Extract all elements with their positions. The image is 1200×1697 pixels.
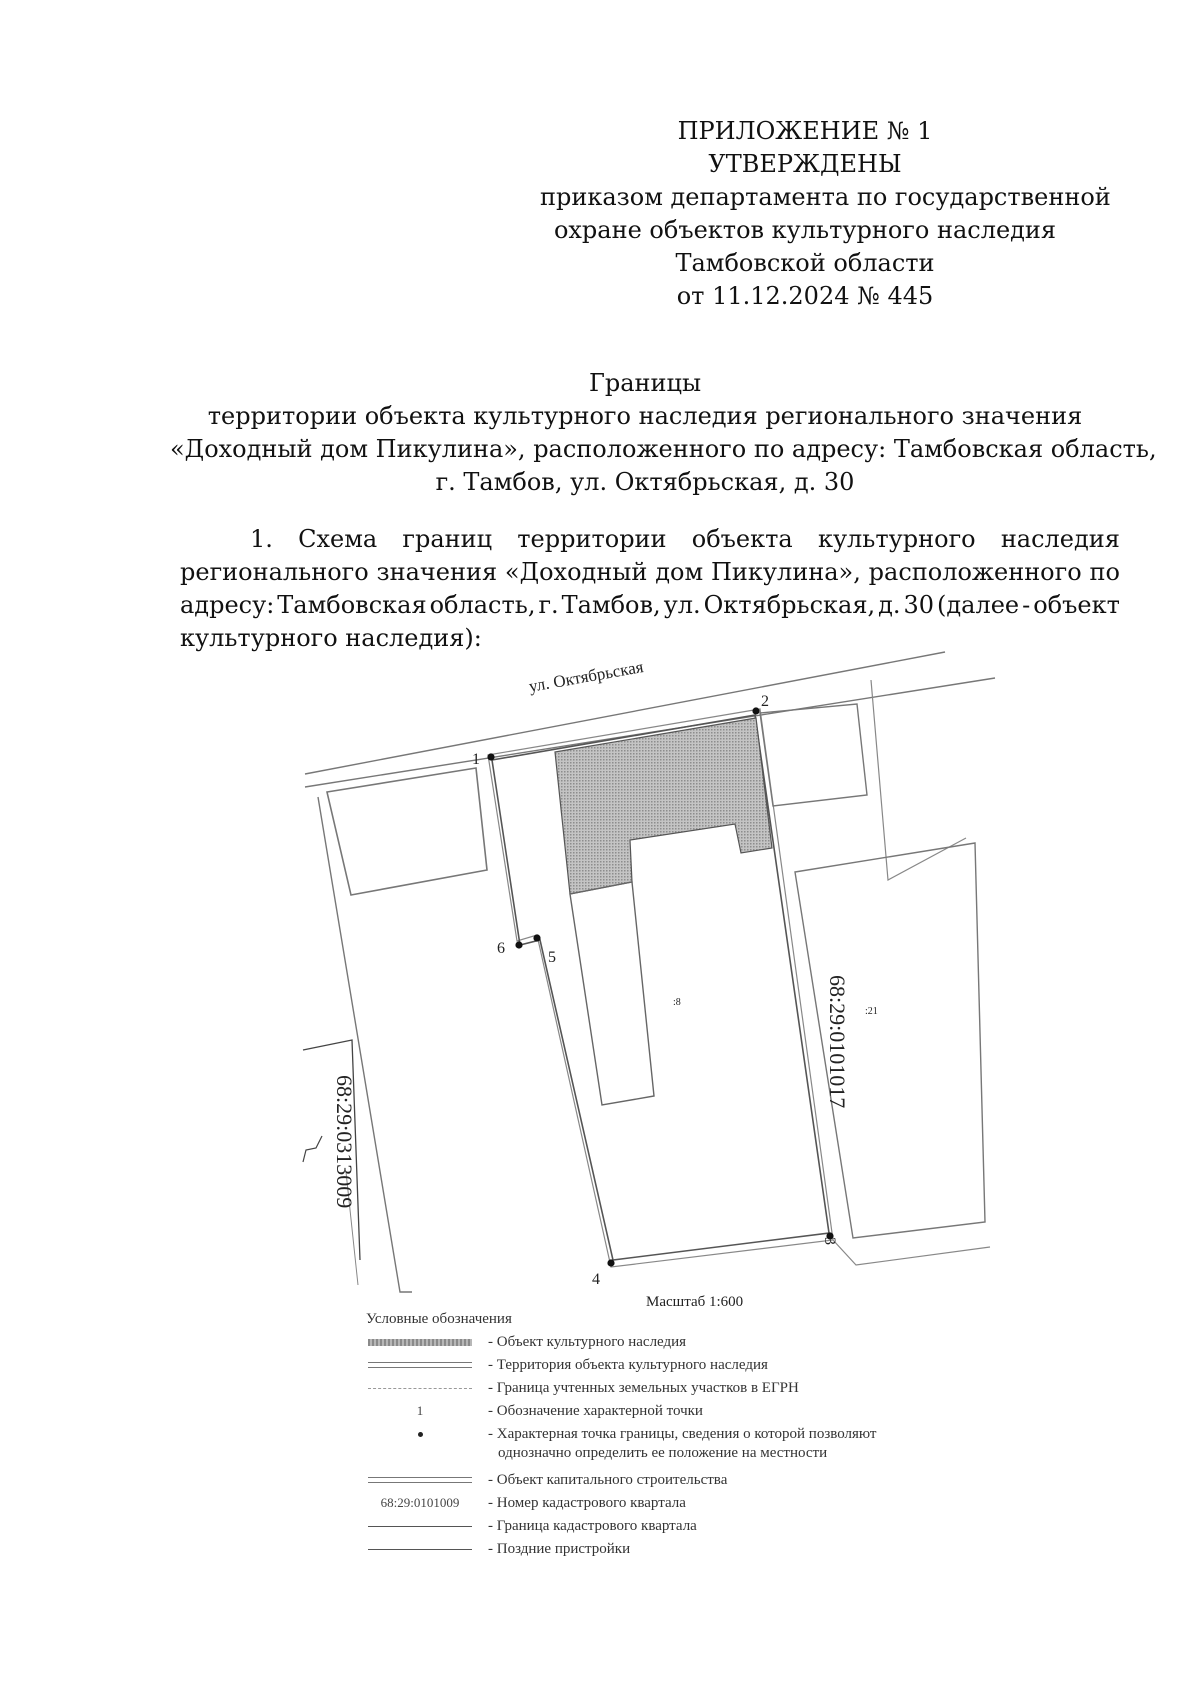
appendix-number: ПРИЛОЖЕНИЕ № 1 — [677, 117, 933, 145]
title-line-4: г. Тамбов, ул. Октябрьская, д. 30 — [435, 468, 855, 496]
approval-line-4: охране объектов культурного наследия — [553, 216, 1057, 244]
word: расположенного — [868, 558, 1082, 586]
legend-text-line-2: однозначно определить ее положение на местности — [498, 1445, 828, 1461]
parcel-21-label: :21 — [865, 1006, 878, 1017]
legend-text: - Номер кадастрового квартала — [488, 1495, 686, 1511]
word: культурного — [817, 525, 976, 553]
word: (далее — [937, 591, 1020, 619]
word: Пикулина», — [710, 558, 861, 586]
word: значения — [376, 558, 498, 586]
point-5-marker — [533, 934, 540, 941]
point-2-label: 2 — [761, 693, 769, 710]
word: объект — [1033, 591, 1120, 619]
right-building-large — [795, 843, 985, 1238]
word: - — [1022, 591, 1031, 619]
legend-item — [366, 1494, 986, 1517]
word: дом — [655, 558, 704, 586]
legend-item — [366, 1517, 986, 1540]
word: территории — [517, 525, 667, 553]
point-6-marker — [515, 941, 522, 948]
legend-text: - Граница учтенных земельных участков в ЕГРН — [488, 1380, 799, 1396]
legend-symbol-later-additions — [366, 1540, 474, 1558]
approval-line-5: Тамбовской области — [675, 249, 935, 277]
word: адресу: — [180, 591, 275, 619]
point-1-label: 1 — [472, 751, 480, 768]
legend-symbol-quarter-code: 68:29:0101009 — [380, 1495, 460, 1510]
word: границ — [402, 525, 493, 553]
legend-text: - Поздние пристройки — [488, 1541, 631, 1557]
title-line-2: территории объекта культурного наследия регионального значения — [207, 402, 1083, 430]
legend-item — [366, 1402, 986, 1425]
legend-text: - Объект культурного наследия — [488, 1334, 687, 1350]
word: наследия — [1000, 525, 1120, 553]
legend-item — [366, 1333, 986, 1356]
right-building-small — [760, 704, 867, 806]
approval-line-3: приказом департамента по государственной — [540, 183, 1111, 211]
legend-text: - Территория объекта культурного наследия — [488, 1357, 768, 1373]
legend-item — [366, 1356, 986, 1379]
word: ул. — [663, 591, 701, 619]
order-date-number: от 11.12.2024 № 445 — [676, 282, 934, 310]
word: г. — [538, 591, 559, 619]
legend-symbol-quarter-boundary — [366, 1517, 474, 1535]
legend-text: - Обозначение характерной точки — [488, 1403, 703, 1419]
word: объекта — [691, 525, 793, 553]
word: 30 — [903, 591, 935, 619]
title-line-3: «Доходный дом Пикулина», расположенного по адресу: Тамбовская область, — [170, 435, 1157, 463]
legend-text — [474, 1425, 876, 1463]
word: Октябрьская, — [703, 591, 876, 619]
word: Тамбовская — [277, 591, 427, 619]
legend-item — [366, 1425, 986, 1471]
title-line-1: Границы — [588, 369, 702, 397]
parcel-8-label: :8 — [673, 997, 681, 1008]
rear-wing — [570, 882, 654, 1105]
word: Тамбов, — [561, 591, 661, 619]
right-lower-boundary — [833, 1240, 990, 1265]
point-2-marker — [752, 707, 759, 714]
point-3-label: 3 — [821, 1237, 838, 1245]
street-label: ул. Октябрьская — [527, 657, 645, 696]
legend-symbol-point — [366, 1425, 474, 1443]
legend-symbol-parcel-boundary — [366, 1379, 474, 1397]
right-parcel-boundary — [871, 680, 966, 880]
legend-text: - Граница кадастрового квартала — [488, 1518, 697, 1534]
word: Схема — [298, 525, 378, 553]
point-4-marker — [607, 1259, 614, 1266]
scale-label: Масштаб 1:600 — [646, 1294, 744, 1310]
approved-label: УТВЕРЖДЕНЫ — [708, 150, 902, 178]
left-building — [327, 768, 487, 895]
legend-title: Условные обозначения — [366, 1311, 512, 1327]
word: 1. — [250, 525, 273, 553]
word: «Доходный — [504, 558, 648, 586]
legend-text: - Объект капитального строительства — [488, 1472, 728, 1488]
legend-item — [366, 1471, 986, 1494]
word: д. — [878, 591, 901, 619]
legend-symbol-territory — [366, 1356, 474, 1374]
legend-symbol-heritage — [366, 1333, 474, 1351]
legend-item — [366, 1379, 986, 1402]
quarter-number-right: 68:29:0101017 — [825, 975, 850, 1109]
word: регионального — [180, 558, 369, 586]
legend-symbol-building — [366, 1471, 474, 1489]
quarter-number-left: 68:29:0313009 — [332, 1075, 357, 1209]
legend-text-line-1: - Характерная точка границы, сведения о которой позволяют — [488, 1426, 877, 1442]
point-1-marker — [487, 753, 494, 760]
left-quarter-notch — [303, 1136, 322, 1162]
paragraph-line-4: культурного наследия): — [180, 624, 482, 652]
legend — [366, 1311, 986, 1563]
point-5-label: 5 — [548, 949, 556, 966]
word: по — [1089, 558, 1120, 586]
point-4-label: 4 — [592, 1271, 600, 1288]
legend-item — [366, 1540, 986, 1563]
word: область, — [429, 591, 536, 619]
legend-symbol-point-number: 1 — [416, 1403, 424, 1418]
point-6-label: 6 — [497, 940, 505, 957]
